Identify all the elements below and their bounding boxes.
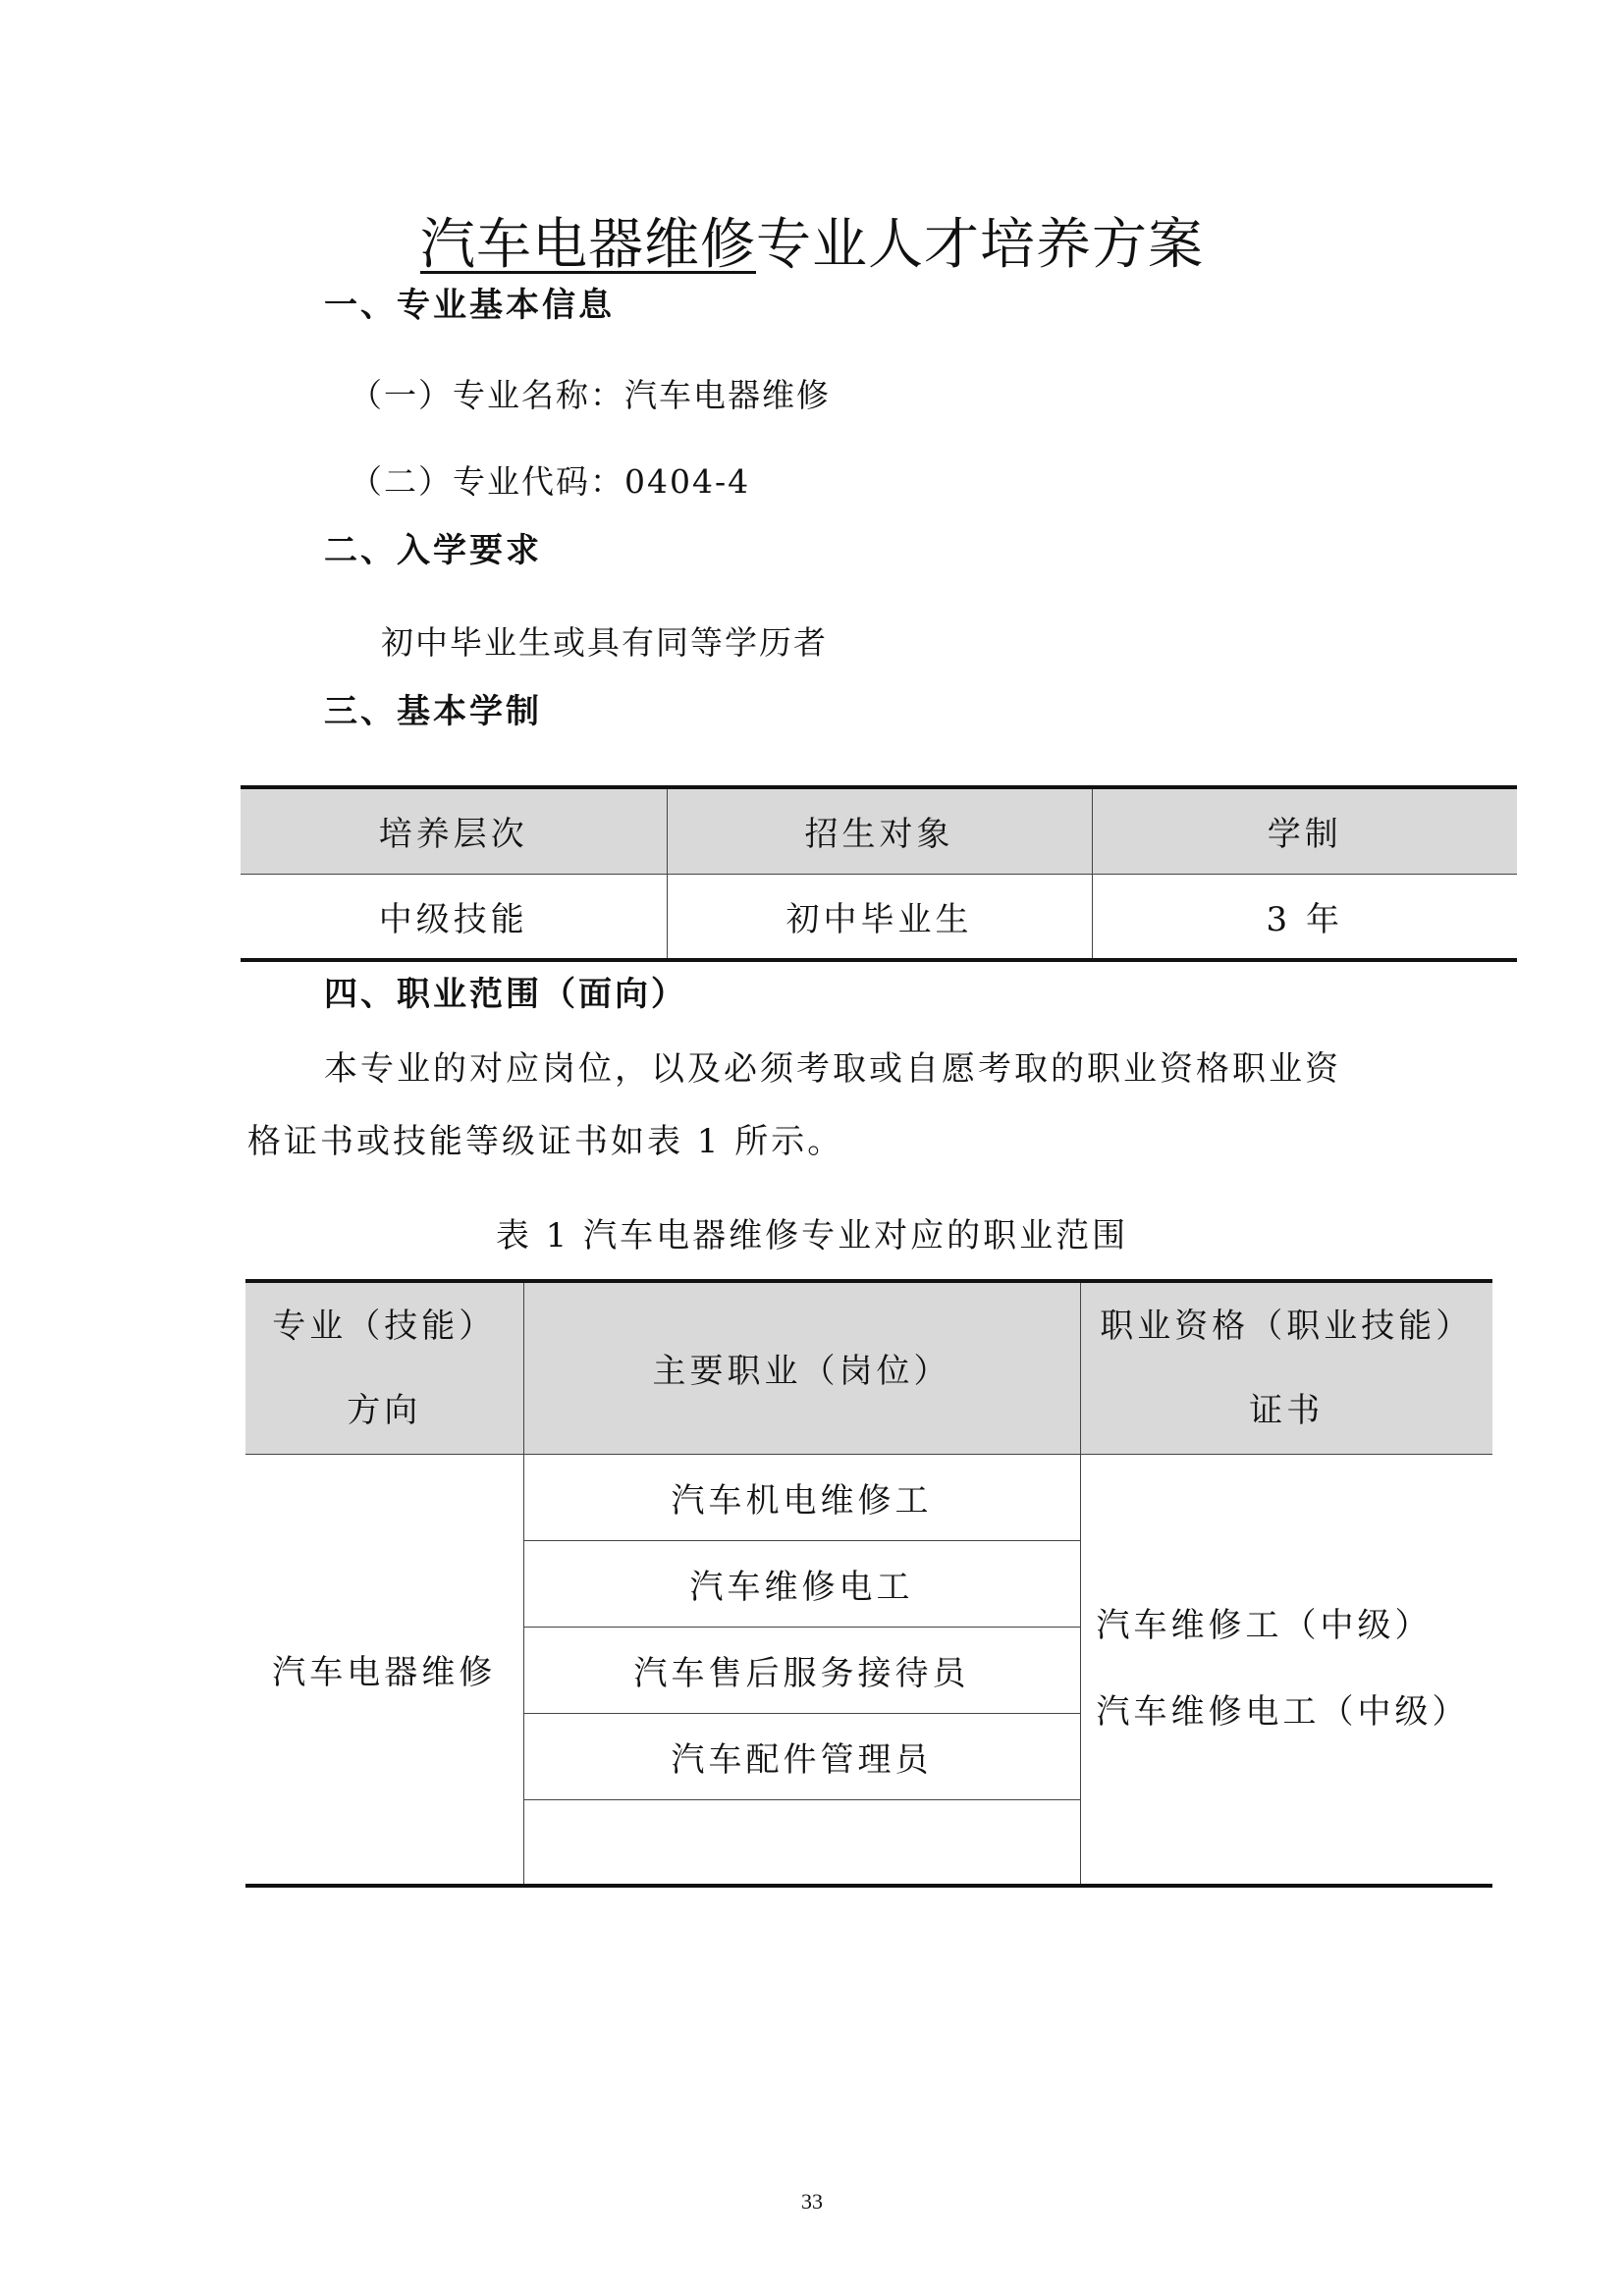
title-underlined-part: 汽车电器维修 (420, 213, 756, 277)
certificate-2: 汽车维修电工（中级） (1096, 1692, 1470, 1733)
major-code-line: （二）专业代码：0404-4 (350, 462, 751, 501)
schooling-table (241, 785, 1517, 962)
section-4-heading: 四、职业范围（面向） (324, 975, 687, 1014)
cell-training-level: 中级技能 (241, 874, 667, 960)
header-direction (245, 1281, 523, 1454)
table-1-caption: 表 1 汽车电器维修专业对应的职业范围 (495, 1216, 1129, 1255)
cell-occupation-2: 汽车维修电工 (523, 1540, 1080, 1627)
cell-duration: 3 年 (1092, 874, 1517, 960)
table-row (245, 1454, 1492, 1540)
title-rest: 专业人才培养方案 (756, 213, 1204, 277)
header-training-level: 培养层次 (241, 787, 667, 874)
document-title (0, 208, 1624, 283)
header-direction-line-2: 方向 (347, 1390, 422, 1430)
header-certificate-line-2: 证书 (1249, 1390, 1325, 1430)
header-direction-line-1: 专业（技能） (272, 1306, 497, 1346)
major-name-line: （一）专业名称：汽车电器维修 (350, 376, 831, 414)
section-4-paragraph-line-2: 格证书或技能等级证书如表 1 所示。 (247, 1122, 844, 1161)
section-2-heading: 二、入学要求 (324, 531, 542, 570)
section-3-heading: 三、基本学制 (324, 692, 542, 731)
cell-occupation-1: 汽车机电维修工 (523, 1454, 1080, 1540)
header-certificate (1080, 1281, 1492, 1454)
cell-direction: 汽车电器维修 (245, 1454, 523, 1886)
certificate-1: 汽车维修工（中级） (1096, 1606, 1433, 1646)
career-scope-table (245, 1279, 1492, 1888)
career-header-row (245, 1281, 1492, 1454)
header-duration: 学制 (1092, 787, 1517, 874)
cell-occupation-3: 汽车售后服务接待员 (523, 1627, 1080, 1713)
header-occupation: 主要职业（岗位） (523, 1281, 1080, 1454)
page-number: 33 (801, 2189, 823, 2214)
schooling-data-row (241, 874, 1517, 960)
cell-occupation-5-empty (523, 1799, 1080, 1886)
header-enrollment-target: 招生对象 (667, 787, 1092, 874)
admission-text: 初中毕业生或具有同等学历者 (381, 623, 828, 662)
cell-enrollment-target: 初中毕业生 (667, 874, 1092, 960)
cell-certificates (1080, 1454, 1492, 1886)
section-1-heading: 一、专业基本信息 (324, 286, 615, 325)
cell-occupation-4: 汽车配件管理员 (523, 1713, 1080, 1799)
schooling-header-row (241, 787, 1517, 874)
header-certificate-line-1: 职业资格（职业技能） (1100, 1306, 1474, 1346)
section-4-paragraph-line-1: 本专业的对应岗位，以及必须考取或自愿考取的职业资格职业资 (324, 1049, 1341, 1089)
